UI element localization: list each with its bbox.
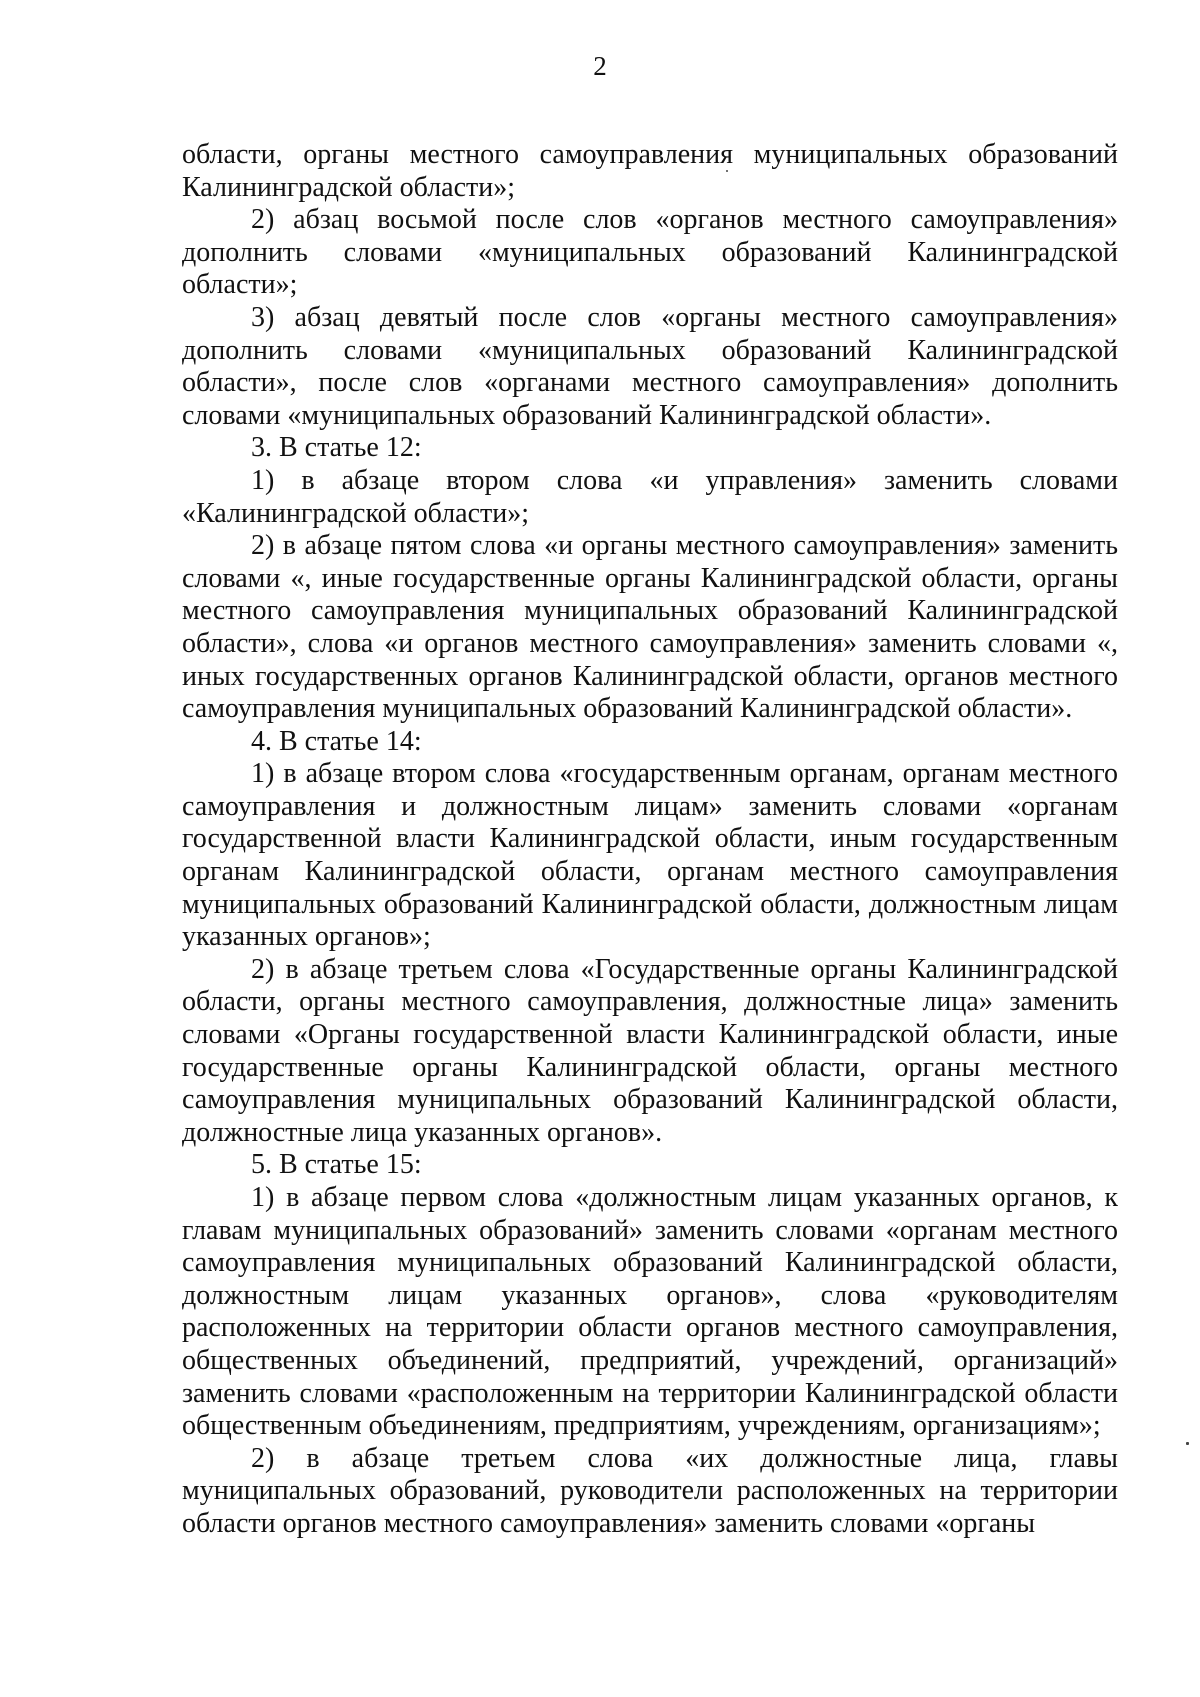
scan-speck-mark xyxy=(726,170,728,172)
page-number: 2 xyxy=(593,51,607,81)
section-heading-article-12: 3. В статье 12: xyxy=(251,432,422,464)
section-heading-article-15: 5. В статье 15: xyxy=(251,1149,422,1181)
scan-speck-mark xyxy=(1186,1442,1189,1445)
paragraph-article-12-item-2: 2) в абзаце пятом слова «и органы местного самоуправления» заменить словами «, иные государственные органы Калининградской области, органы местного самоуправления муниципальных образований Калининградской области», слова «и органов местного самоуправления» заменить словами «, иных государственных органов Калининградской области, органов местного самоуправления муниципальных образований Калининградской области». xyxy=(182,530,1118,725)
paragraph-article-14-item-2: 2) в абзаце третьем слова «Государственные органы Калининградской области, органы местного самоуправления, должностные лица» заменить словами «Органы государственной власти Калининградской области, иные государственные органы Калининградской области, органы местного самоуправления муниципальных образований Калининградской области, должностные лица указанных органов». xyxy=(182,953,1118,1148)
paragraph-continuation: области, органы местного самоуправления муниципальных образований Калининградской области»; xyxy=(182,139,1118,203)
paragraph-article-15-item-1: 1) в абзаце первом слова «должностным лицам указанных органов, к главам муниципальных образований» заменить словами «органам местного самоуправления муниципальных образований Калининградской области, должностным лицам указанных органов», слова «руководителям расположенных на территории области органов местного самоуправления, общественных объединений, предприятий, учреждений, организаций» заменить словами «расположенным на территории Калининградской области общественным объединениям, предприятиям, учреждениям, организациям»; xyxy=(182,1182,1118,1442)
paragraph-item-3: 3) абзац девятый после слов «органы местного самоуправления» дополнить словами «муниципальных образований Калининградской области», после слов «органами местного самоуправления» дополнить словами «муниципальных образований Калининградской области». xyxy=(182,301,1118,431)
section-heading-article-14: 4. В статье 14: xyxy=(251,725,422,757)
paragraph-item-2: 2) абзац восьмой после слов «органов местного самоуправления» дополнить словами «муниципальных образований Калининградской области»; xyxy=(182,204,1118,301)
paragraph-article-12-item-1: 1) в абзаце втором слова «и управления» заменить словами «Калининградской области»; xyxy=(182,464,1118,529)
paragraph-article-15-item-2: 2) в абзаце третьем слова «их должностные лица, главы муниципальных образований, руководители расположенных на территории области органов местного самоуправления» заменить словами «органы xyxy=(182,1442,1118,1539)
paragraph-article-14-item-1: 1) в абзаце втором слова «государственным органам, органам местного самоуправления и должностным лицам» заменить словами «органам государственной власти Калининградской области, иным государственным органам Калининградской области, органам местного самоуправления муниципальных образований Калининградской области, должностным лицам указанных органов»; xyxy=(182,758,1118,953)
document-body xyxy=(182,139,1118,1541)
